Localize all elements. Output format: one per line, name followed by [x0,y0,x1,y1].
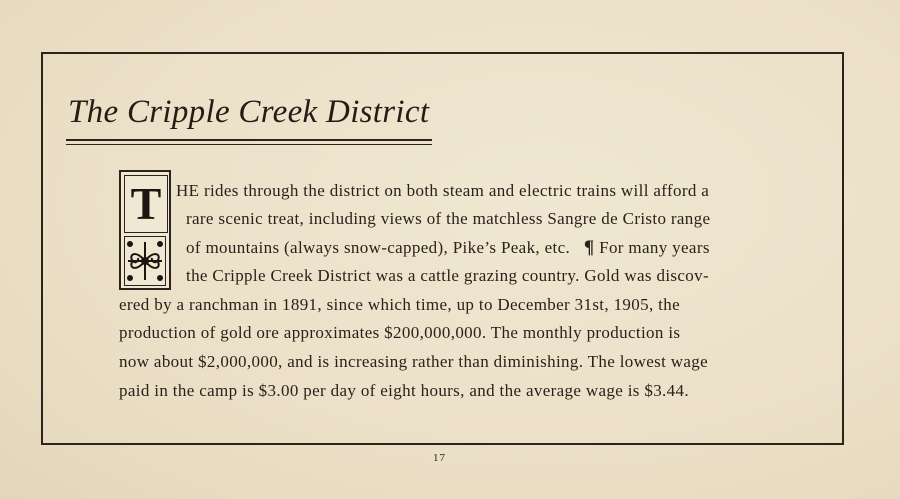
title-underline-thin [66,144,432,145]
body-line: rare scenic treat, including views of the matchless Sangre de Cristo range [186,209,711,228]
drop-cap-letter: T [130,178,162,229]
body-line: HE rides through the district on both steam and electric trains will afford a [176,181,710,200]
body-line: ered by a ranchman in 1891, since which time, up to December 31st, 1905, the [119,295,681,314]
page-number: 17 [433,452,446,464]
body-line-part: For many years [599,238,710,257]
title-underline-thick [66,139,432,141]
body-line: the Cripple Creek District was a cattle grazing country. Gold was discov- [186,266,709,285]
drop-cap-block [119,170,171,290]
pilcrow-mark: ¶ [583,237,595,258]
page-title: The Cripple Creek District [68,94,430,130]
body-line: production of gold ore approximates $200,000,000. The monthly production is [119,323,681,342]
floral-ornament-icon [124,236,166,286]
body-line: now about $2,000,000, and is increasing rather than diminishing. The lowest wage [119,352,709,371]
drop-cap-box [124,175,168,233]
body-line: paid in the camp is $3.00 per day of eight hours, and the average wage is $3.44. [119,381,689,400]
body-line [186,237,710,259]
body-line-part: of mountains (always snow-capped), Pike’s Peak, etc. [186,238,571,257]
